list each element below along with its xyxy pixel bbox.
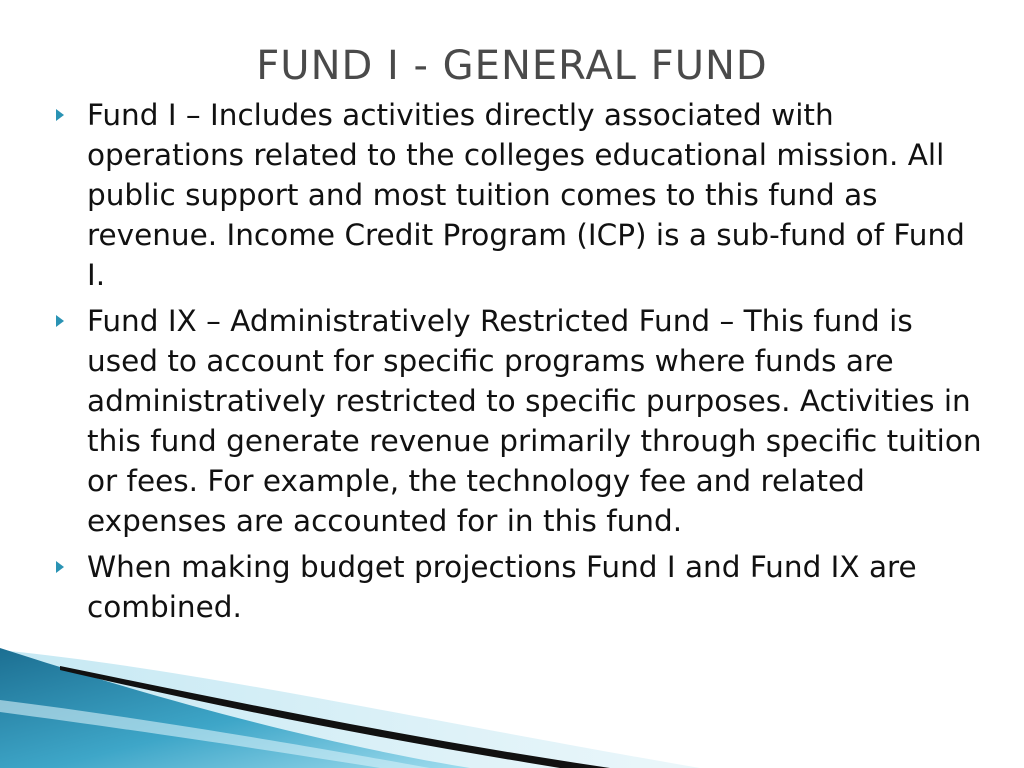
bullet-text: Fund I – Includes activities directly associated with operations related to the colleges educational mission. All public support and most tuition comes to this fund as revenue. Income Credit Program (ICP) is a sub-fund of Fund I. — [87, 98, 965, 292]
slide-title: FUND I - GENERAL FUND — [256, 43, 768, 89]
triangle-right-icon — [56, 109, 64, 121]
triangle-right-icon — [56, 315, 64, 327]
triangle-right-icon — [56, 561, 64, 573]
bullet-item-fund-ix — [54, 301, 989, 541]
bullet-text: When making budget projections Fund I and Fund IX are combined. — [87, 550, 917, 624]
bullet-text: Fund IX – Administratively Restricted Fund – This fund is used to account for specific programs where funds are administratively restricted to specific purposes. Activities in this fund generate revenue primarily through specific tuition or fees. For example, the technology fee and related expenses are accounted for in this fund. — [87, 304, 982, 538]
bullet-item-fund-i — [54, 95, 989, 295]
bullet-item-budget-projections — [54, 547, 989, 627]
bullet-list — [54, 95, 989, 633]
